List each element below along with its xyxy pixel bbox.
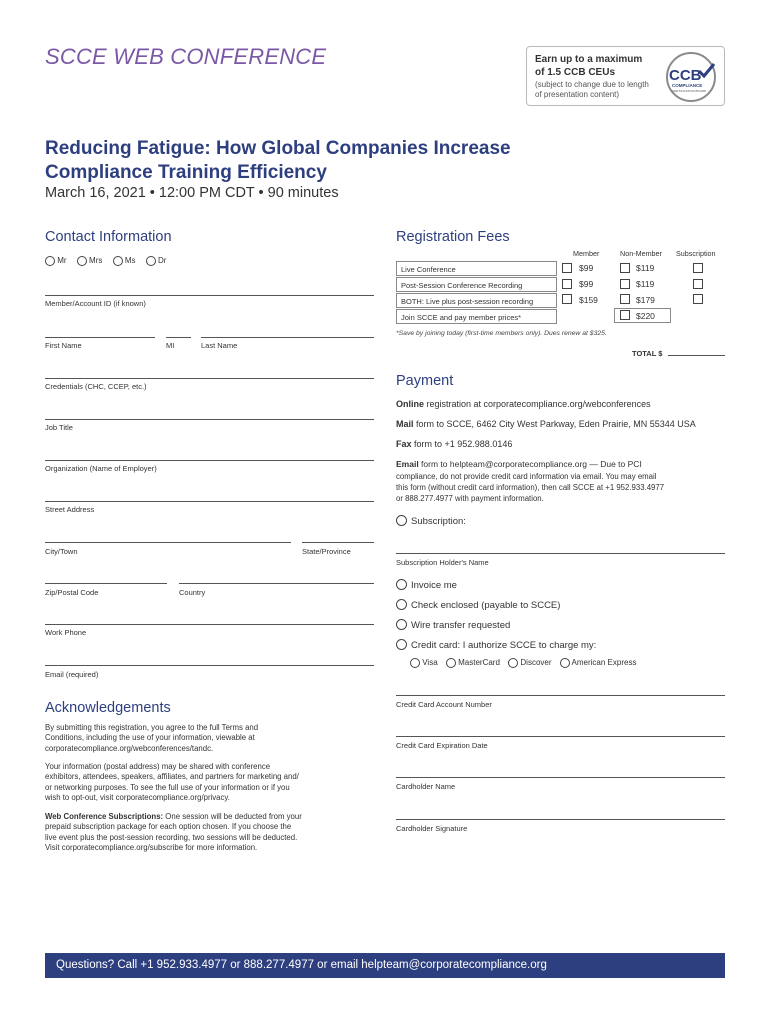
fee-row-live — [396, 261, 557, 276]
ack-line: live event plus the post-session recording, two sessions will be deducted. — [45, 832, 298, 842]
invoice-radio[interactable] — [396, 579, 407, 590]
fee-price: $119 — [636, 279, 655, 289]
salutation-label: Mrs — [89, 256, 103, 266]
payment-mail-bold: Mail — [396, 419, 414, 429]
ack-line: or networking purposes. To see the full use of your information or if you — [45, 782, 290, 792]
credentials-field[interactable] — [45, 378, 374, 379]
salutation-label: Dr — [157, 256, 167, 266]
payment-mail — [396, 419, 696, 429]
invoice-label: Invoice me — [411, 580, 457, 591]
cardholder-sig-field[interactable] — [396, 819, 725, 820]
subscription-radio[interactable] — [396, 515, 407, 526]
job-title-label: Job Title — [45, 423, 73, 432]
salutation-radio-mrs[interactable] — [77, 256, 87, 266]
fee-both-member-checkbox[interactable] — [562, 294, 572, 304]
card-radio-discover[interactable] — [508, 658, 518, 668]
salutation-radio-mr[interactable] — [45, 256, 55, 266]
cardholder-name-field[interactable] — [396, 777, 725, 778]
credit-radio[interactable] — [396, 639, 407, 650]
event-date: March 16, 2021 • 12:00 PM CDT • 90 minutes — [45, 185, 339, 201]
ccb-logo — [661, 51, 721, 103]
fee-join-checkbox[interactable] — [620, 310, 630, 320]
payment-mail-text: form to SCCE, 6462 City West Parkway, Eden Prairie, MN 55344 USA — [413, 419, 696, 429]
fee-row-join — [396, 309, 557, 324]
footer-bar — [45, 953, 725, 978]
payment-online-bold: Online — [396, 399, 425, 409]
fee-row-label: Live Conference — [401, 265, 456, 274]
member-id-field[interactable] — [45, 295, 374, 296]
fee-row-label: Join SCCE and pay member prices* — [401, 313, 522, 322]
payment-email — [396, 459, 642, 469]
card-label: American Express — [571, 658, 637, 668]
fee-row-both — [396, 293, 557, 308]
ccb-logo-sub2: CERTIFICATION BOARD — [672, 89, 707, 93]
ack-line: wish to opt-out, visit corporatecompliance.org/privacy. — [45, 792, 230, 802]
ack-subscription-bold: Web Conference Subscriptions: — [45, 812, 164, 821]
card-radio-visa[interactable] — [410, 658, 420, 668]
ack-line: Visit corporatecompliance.org/subscribe for more information. — [45, 842, 258, 852]
card-type-group — [410, 658, 636, 668]
fee-live-subscription-checkbox[interactable] — [693, 263, 703, 273]
footer-text: Questions? Call +1 952.933.4977 or 888.277.4977 or email helpteam@corporatecompliance.org — [56, 959, 547, 971]
salutation-label: Mr — [57, 256, 67, 266]
ack-heading: Acknowledgements — [45, 700, 171, 716]
fee-price: $99 — [579, 279, 594, 289]
fees-heading: Registration Fees — [396, 229, 510, 245]
fee-price: $119 — [636, 263, 655, 273]
fee-row-label: BOTH: Live plus post-session recording — [401, 297, 534, 306]
organization-label: Organization (Name of Employer) — [45, 464, 157, 473]
fee-both-nonmember-checkbox[interactable] — [620, 294, 630, 304]
ccb-logo-sub1: COMPLIANCE — [672, 83, 703, 88]
fee-price: $179 — [636, 295, 655, 305]
fee-row-label: Post-Session Conference Recording — [401, 281, 523, 290]
last-name-field[interactable] — [201, 337, 374, 338]
country-label: Country — [179, 588, 206, 597]
credit-label: Credit card: I authorize SCCE to charge my: — [411, 640, 597, 651]
cc-exp-field[interactable] — [396, 736, 725, 737]
subscription-holder-field[interactable] — [396, 553, 725, 554]
check-radio[interactable] — [396, 599, 407, 610]
card-radio-mastercard[interactable] — [446, 658, 456, 668]
cc-number-label: Credit Card Account Number — [396, 700, 492, 709]
state-label: State/Province — [302, 547, 351, 556]
total-field[interactable] — [668, 355, 725, 356]
street-field[interactable] — [45, 501, 374, 502]
ack-terms-paragraph — [45, 723, 345, 754]
ceu-line-1: Earn up to a maximum — [535, 54, 643, 65]
zip-label: Zip/Postal Code — [45, 588, 99, 597]
payment-email-line: or 888.277.4977 with payment information. — [396, 494, 544, 503]
ack-line: Conditions, including the use of your information, viewable at — [45, 733, 255, 743]
fee-recording-subscription-checkbox[interactable] — [693, 279, 703, 289]
card-label: MasterCard — [458, 658, 500, 668]
ack-line: By submitting this registration, you agree to the full Terms and — [45, 723, 259, 732]
ack-subscription-paragraph — [45, 812, 345, 853]
ceu-line-3: (subject to change due to length — [535, 80, 649, 89]
card-label: Visa — [422, 658, 438, 668]
card-radio-amex[interactable] — [560, 658, 570, 668]
payment-subscription-option[interactable] — [396, 516, 466, 527]
ceu-info-box — [526, 46, 725, 106]
fees-col-member: Member — [573, 249, 600, 258]
salutation-radio-ms[interactable] — [113, 256, 123, 266]
salutation-radio-dr[interactable] — [146, 256, 156, 266]
mi-label: MI — [166, 341, 175, 350]
payment-online-text: registration at corporatecompliance.org/webconferences — [424, 399, 651, 409]
salutation-label: Ms — [124, 256, 136, 266]
last-name-label: Last Name — [201, 341, 238, 350]
city-label: City/Town — [45, 547, 78, 556]
cardholder-sig-label: Cardholder Signature — [396, 824, 468, 833]
fee-live-nonmember-checkbox[interactable] — [620, 263, 630, 273]
cardholder-name-label: Cardholder Name — [396, 782, 456, 791]
wire-radio[interactable] — [396, 619, 407, 630]
event-title: Reducing Fatigue: How Global Companies Increase Compliance Training Efficiency — [45, 138, 511, 183]
ack-line: prepaid subscription package for each option chosen. If you choose the — [45, 822, 292, 832]
fee-both-subscription-checkbox[interactable] — [693, 294, 703, 304]
card-label: Discover — [520, 658, 552, 668]
fees-note: *Save by joining today (first-time members only). Dues renew at $325. — [396, 330, 607, 337]
payment-invoice-option[interactable] — [396, 580, 457, 591]
salutation-group — [45, 256, 166, 266]
payment-heading: Payment — [396, 373, 454, 389]
payment-email-bold: Email — [396, 459, 419, 469]
subscription-holder-label: Subscription Holder's Name — [396, 558, 489, 567]
email-field[interactable] — [45, 665, 374, 666]
payment-credit-option[interactable] — [396, 640, 596, 651]
fees-col-nonmember: Non-Member — [620, 249, 662, 258]
cc-number-field[interactable] — [396, 695, 725, 696]
ceu-line-2: of 1.5 CCB CEUs — [535, 67, 616, 78]
ccb-logo-text: CCB — [669, 67, 702, 84]
total-label: TOTAL $ — [632, 349, 663, 358]
payment-wire-option[interactable] — [396, 620, 510, 631]
fee-price: $159 — [579, 295, 598, 305]
fees-col-subscription: Subscription — [676, 249, 716, 258]
payment-online — [396, 399, 651, 409]
fee-recording-nonmember-checkbox[interactable] — [620, 279, 630, 289]
payment-fax — [396, 439, 512, 449]
organization-field[interactable] — [45, 460, 374, 461]
cc-exp-label: Credit Card Expiration Date — [396, 741, 488, 750]
fee-price: $99 — [579, 263, 594, 273]
subscription-label: Subscription: — [411, 516, 466, 527]
zip-field[interactable] — [45, 583, 167, 584]
fee-live-member-checkbox[interactable] — [562, 263, 572, 273]
ack-line: Your information (postal address) may be shared with conference — [45, 762, 271, 771]
payment-email-line: this form (without credit card information), then call SCCE at +1 952.933.4977 — [396, 483, 665, 492]
payment-check-option[interactable] — [396, 600, 560, 611]
ack-line: corporatecompliance.org/webconferences/tandc. — [45, 743, 214, 753]
fee-row-recording — [396, 277, 557, 292]
job-title-field[interactable] — [45, 419, 374, 420]
check-label: Check enclosed (payable to SCCE) — [411, 600, 561, 611]
first-name-label: First Name — [45, 341, 82, 350]
street-label: Street Address — [45, 505, 95, 514]
ack-line: One session will be deducted from your — [163, 812, 302, 821]
wire-label: Wire transfer requested — [411, 620, 511, 631]
city-field[interactable] — [45, 542, 291, 543]
ack-line: exhibitors, attendees, speakers, affiliates, and partners for marketing and/ — [45, 772, 299, 782]
mi-field[interactable] — [166, 337, 191, 338]
member-id-label: Member/Account ID (if known) — [45, 299, 146, 308]
payment-fax-bold: Fax — [396, 439, 412, 449]
credentials-label: Credentials (CHC, CCEP, etc.) — [45, 382, 147, 391]
payment-fax-text: form to +1 952.988.0146 — [411, 439, 513, 449]
ceu-line-4: of presentation content) — [535, 90, 620, 99]
payment-email-line: compliance, do not provide credit card information via email. You may email — [396, 472, 657, 481]
payment-email-text: form to helpteam@corporatecompliance.org — Due to PCI — [418, 459, 642, 469]
email-label: Email (required) — [45, 670, 99, 679]
first-name-field[interactable] — [45, 337, 155, 338]
conference-title: SCCE WEB CONFERENCE — [45, 44, 327, 69]
contact-heading: Contact Information — [45, 229, 172, 245]
ack-privacy-paragraph — [45, 762, 345, 803]
fee-price: $220 — [636, 311, 655, 321]
fee-recording-member-checkbox[interactable] — [562, 279, 572, 289]
state-field[interactable] — [302, 542, 374, 543]
country-field[interactable] — [179, 583, 374, 584]
work-phone-field[interactable] — [45, 624, 374, 625]
work-phone-label: Work Phone — [45, 628, 87, 637]
